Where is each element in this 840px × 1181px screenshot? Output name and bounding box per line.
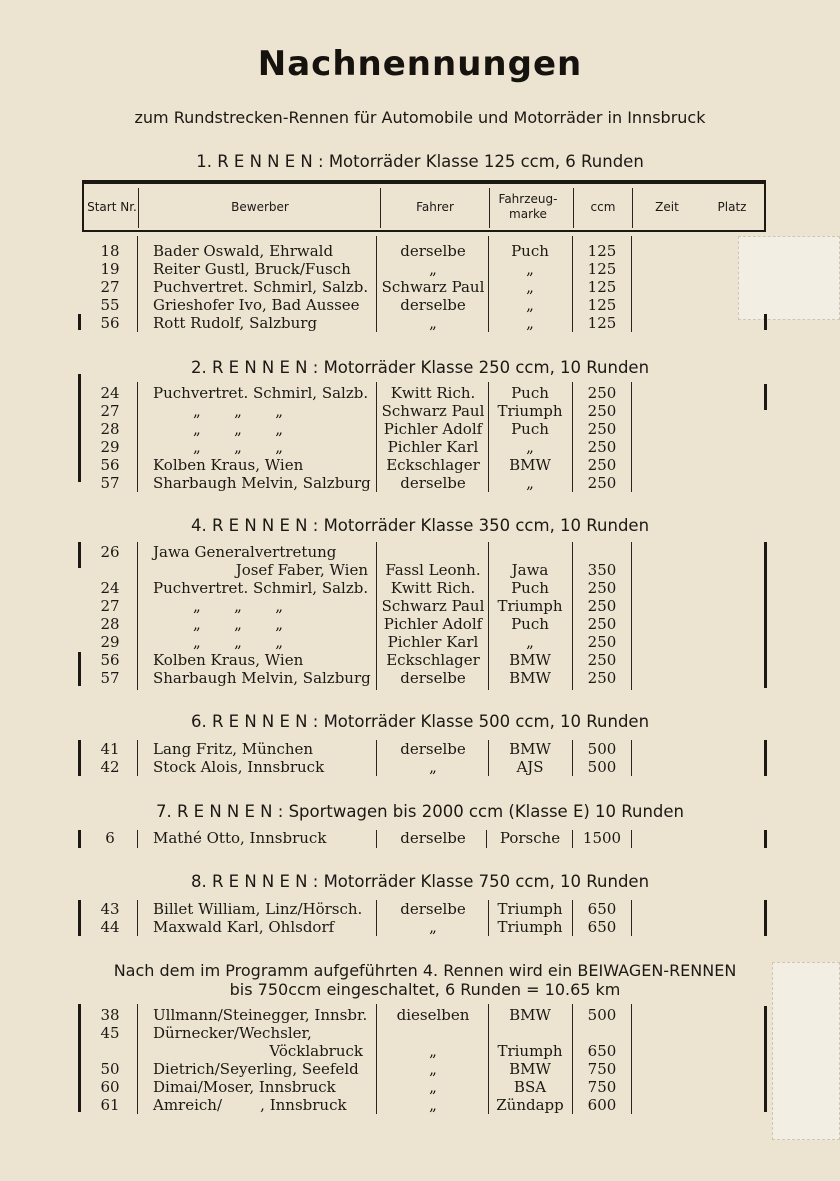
fahrer: derselbe — [400, 242, 466, 260]
fahrer: derselbe — [400, 740, 466, 758]
ccm: 1500 — [582, 829, 622, 847]
bewerber: Rott Rudolf, Salzburg — [153, 314, 318, 332]
marke: Puch — [511, 615, 549, 633]
start-nr: 6 — [105, 829, 115, 847]
marke: Puch — [511, 242, 549, 260]
race-title: 7. R E N N E N : Sportwagen bis 2000 ccm (Klasse E) 10 Runden — [155, 802, 685, 821]
fahrer: „ — [429, 1060, 437, 1078]
table-row — [0, 561, 840, 579]
ccm: 250 — [587, 615, 617, 633]
race-title: 8. R E N N E N : Motorräder Klasse 750 ccm, 10 Runden — [190, 872, 650, 891]
start-nr: 28 — [100, 615, 120, 633]
marke: BMW — [509, 740, 551, 758]
bewerber: „ „ „ — [193, 633, 284, 651]
table-row — [0, 900, 840, 918]
marke: „ — [526, 633, 534, 651]
start-nr: 24 — [100, 579, 120, 597]
header-platz: Platz — [717, 199, 747, 214]
ccm: 650 — [587, 918, 617, 936]
ccm: 125 — [587, 260, 617, 278]
marke: Jawa — [511, 561, 549, 579]
start-nr: 29 — [100, 633, 120, 651]
table-row — [0, 474, 840, 492]
start-nr: 56 — [100, 651, 120, 669]
table-row — [0, 633, 840, 651]
bewerber: „ „ „ — [193, 402, 284, 420]
start-nr: 28 — [100, 420, 120, 438]
marke: Porsche — [499, 829, 561, 847]
fahrer: Schwarz Paul — [381, 597, 485, 615]
bewerber: Lang Fritz, München — [153, 740, 314, 758]
ccm: 650 — [587, 900, 617, 918]
page-title: Nachnennungen — [257, 44, 583, 84]
bewerber: „ „ „ — [193, 438, 284, 456]
ccm: 250 — [587, 669, 617, 687]
table-row — [0, 543, 840, 561]
ccm: 500 — [587, 1006, 617, 1024]
marke: BMW — [509, 669, 551, 687]
fahrer: „ — [429, 918, 437, 936]
table-row — [0, 651, 840, 669]
ccm: 250 — [587, 651, 617, 669]
bewerber: Jawa Generalvertretung — [153, 543, 337, 561]
bewerber: Billet William, Linz/Hörsch. — [153, 900, 363, 918]
start-nr: 61 — [100, 1096, 120, 1114]
start-nr: 55 — [100, 296, 120, 314]
ccm: 250 — [587, 474, 617, 492]
marke: BSA — [513, 1078, 547, 1096]
bewerber: Sharbaugh Melvin, Salzburg — [153, 669, 371, 687]
table-header — [82, 180, 766, 232]
marke: Puch — [511, 579, 549, 597]
ccm: 250 — [587, 456, 617, 474]
start-nr: 29 — [100, 438, 120, 456]
header-zeit: Zeit — [655, 199, 679, 214]
ccm: 250 — [587, 633, 617, 651]
bewerber: Dimai/Moser, Innsbruck — [153, 1078, 336, 1096]
start-nr: 18 — [100, 242, 120, 260]
fahrer: Pichler Adolf — [383, 420, 483, 438]
marke: AJS — [516, 758, 544, 776]
marke: BMW — [509, 1060, 551, 1078]
bewerber: Grieshofer Ivo, Bad Aussee — [153, 296, 360, 314]
ccm: 650 — [587, 1042, 617, 1060]
fahrer: Pichler Adolf — [383, 615, 483, 633]
start-nr: 42 — [100, 758, 120, 776]
start-nr: 27 — [100, 402, 120, 420]
marke: Triumph — [497, 900, 563, 918]
ccm: 125 — [587, 314, 617, 332]
ccm: 750 — [587, 1060, 617, 1078]
table-row — [0, 438, 840, 456]
sidecar-note-line-2: bis 750ccm eingeschaltet, 6 Runden = 10.65 km — [229, 980, 621, 999]
marke: „ — [526, 296, 534, 314]
table-row — [0, 314, 840, 332]
start-nr: 26 — [100, 543, 120, 561]
marke: „ — [526, 314, 534, 332]
start-nr: 27 — [100, 278, 120, 296]
fahrer: „ — [429, 260, 437, 278]
ccm: 250 — [587, 579, 617, 597]
table-row — [0, 579, 840, 597]
header-bewerber: Bewerber — [231, 199, 289, 214]
table-row — [0, 669, 840, 687]
race-title: 6. R E N N E N : Motorräder Klasse 500 ccm, 10 Runden — [190, 712, 650, 731]
ccm: 125 — [587, 278, 617, 296]
ccm: 250 — [587, 438, 617, 456]
bewerber: Kolben Kraus, Wien — [153, 651, 304, 669]
fahrer: „ — [429, 1078, 437, 1096]
ccm: 250 — [587, 597, 617, 615]
sidecar-note — [60, 961, 790, 999]
table-row — [0, 1078, 840, 1096]
bewerber: „ „ „ — [193, 597, 284, 615]
bewerber: Bader Oswald, Ehrwald — [153, 242, 334, 260]
marke: Triumph — [497, 597, 563, 615]
bewerber: Dietrich/Seyerling, Seefeld — [153, 1060, 359, 1078]
fahrer: derselbe — [400, 669, 466, 687]
bewerber: Dürnecker/Wechsler, — [153, 1024, 312, 1042]
fahrer: „ — [429, 1096, 437, 1114]
start-nr: 45 — [100, 1024, 120, 1042]
bewerber: „ „ „ — [193, 615, 284, 633]
ccm: 750 — [587, 1078, 617, 1096]
table-row — [0, 740, 840, 758]
fahrer: Pichler Karl — [387, 438, 479, 456]
start-nr: 19 — [100, 260, 120, 278]
start-nr: 56 — [100, 456, 120, 474]
table-row — [0, 758, 840, 776]
bewerber: Puchvertret. Schmirl, Salzb. — [153, 384, 369, 402]
ccm: 125 — [587, 242, 617, 260]
start-nr: 56 — [100, 314, 120, 332]
bewerber: Stock Alois, Innsbruck — [153, 758, 325, 776]
bewerber: Mathé Otto, Innsbruck — [153, 829, 327, 847]
ccm: 125 — [587, 296, 617, 314]
table-row — [0, 420, 840, 438]
marke: Zündapp — [496, 1096, 564, 1114]
bewerber: Ullmann/Steinegger, Innsbr. — [153, 1006, 368, 1024]
sidecar-note-line-1: Nach dem im Programm aufgeführten 4. Rennen wird ein BEIWAGEN-RENNEN — [113, 961, 737, 980]
table-row — [0, 242, 840, 260]
bewerber: Puchvertret. Schmirl, Salzb. — [153, 278, 369, 296]
ccm: 500 — [587, 740, 617, 758]
fahrer: derselbe — [400, 474, 466, 492]
start-nr: 57 — [100, 669, 120, 687]
fahrer: Pichler Karl — [387, 633, 479, 651]
bewerber: Sharbaugh Melvin, Salzburg — [153, 474, 371, 492]
fahrer: „ — [429, 758, 437, 776]
table-row — [0, 296, 840, 314]
bewerber: Puchvertret. Schmirl, Salzb. — [153, 579, 369, 597]
header-start: Start Nr. — [87, 199, 137, 214]
table-row — [0, 1024, 840, 1042]
fahrer: Schwarz Paul — [381, 402, 485, 420]
fahrer: dieselben — [396, 1006, 470, 1024]
marke: Puch — [511, 420, 549, 438]
page-subtitle: zum Rundstrecken-Rennen für Automobile und Motorräder in Innsbruck — [134, 108, 706, 127]
marke: „ — [526, 260, 534, 278]
table-row — [0, 1042, 840, 1060]
table-row — [0, 456, 840, 474]
start-nr: 50 — [100, 1060, 120, 1078]
table-row — [0, 1096, 840, 1114]
table-row — [0, 384, 840, 402]
marke: Triumph — [497, 402, 563, 420]
bewerber: Maxwald Karl, Ohlsdorf — [153, 918, 335, 936]
fahrer: „ — [429, 314, 437, 332]
table-row — [0, 260, 840, 278]
fahrer: Eckschlager — [386, 456, 480, 474]
marke: „ — [526, 474, 534, 492]
table-row — [0, 597, 840, 615]
bewerber: Vöcklabruck — [269, 1042, 363, 1060]
start-nr: 44 — [100, 918, 120, 936]
bewerber: Josef Faber, Wien — [235, 561, 368, 579]
table-row — [0, 918, 840, 936]
fahrer: Kwitt Rich. — [390, 579, 476, 597]
race-title: 2. R E N N E N : Motorräder Klasse 250 ccm, 10 Runden — [190, 358, 650, 377]
header-marke: Fahrzeug-marke — [498, 192, 558, 221]
marke: Triumph — [497, 1042, 563, 1060]
bewerber: „ „ „ — [193, 420, 284, 438]
marke: BMW — [509, 456, 551, 474]
fahrer: Schwarz Paul — [381, 278, 485, 296]
header-ccm: ccm — [590, 199, 616, 214]
bewerber: Reiter Gustl, Bruck/Fusch — [153, 260, 351, 278]
fahrer: Eckschlager — [386, 651, 480, 669]
marke: BMW — [509, 651, 551, 669]
fahrer: „ — [429, 1042, 437, 1060]
marke: Triumph — [497, 918, 563, 936]
race-title: 4. R E N N E N : Motorräder Klasse 350 ccm, 10 Runden — [190, 516, 650, 535]
fahrer: Fassl Leonh. — [385, 561, 481, 579]
start-nr: 60 — [100, 1078, 120, 1096]
table-row — [0, 1060, 840, 1078]
start-nr: 41 — [100, 740, 120, 758]
ccm: 500 — [587, 758, 617, 776]
ccm: 250 — [587, 384, 617, 402]
ccm: 350 — [587, 561, 617, 579]
fahrer: derselbe — [400, 296, 466, 314]
bewerber: Amreich/ , Innsbruck — [153, 1096, 347, 1114]
fahrer: Kwitt Rich. — [390, 384, 476, 402]
ccm: 600 — [587, 1096, 617, 1114]
marke: BMW — [509, 1006, 551, 1024]
bewerber: Kolben Kraus, Wien — [153, 456, 304, 474]
table-row — [0, 829, 840, 847]
start-nr: 38 — [100, 1006, 120, 1024]
start-nr: 24 — [100, 384, 120, 402]
start-nr: 57 — [100, 474, 120, 492]
ccm: 250 — [587, 420, 617, 438]
fahrer: derselbe — [400, 829, 466, 847]
table-row — [0, 278, 840, 296]
start-nr: 43 — [100, 900, 120, 918]
header-fahrer: Fahrer — [416, 199, 454, 214]
table-row — [0, 1006, 840, 1024]
start-nr: 27 — [100, 597, 120, 615]
race-title: 1. R E N N E N : Motorräder Klasse 125 ccm, 6 Runden — [196, 152, 644, 171]
marke: „ — [526, 438, 534, 456]
marke: „ — [526, 278, 534, 296]
marke: Puch — [511, 384, 549, 402]
table-row — [0, 402, 840, 420]
ccm: 250 — [587, 402, 617, 420]
table-row — [0, 615, 840, 633]
fahrer: derselbe — [400, 900, 466, 918]
